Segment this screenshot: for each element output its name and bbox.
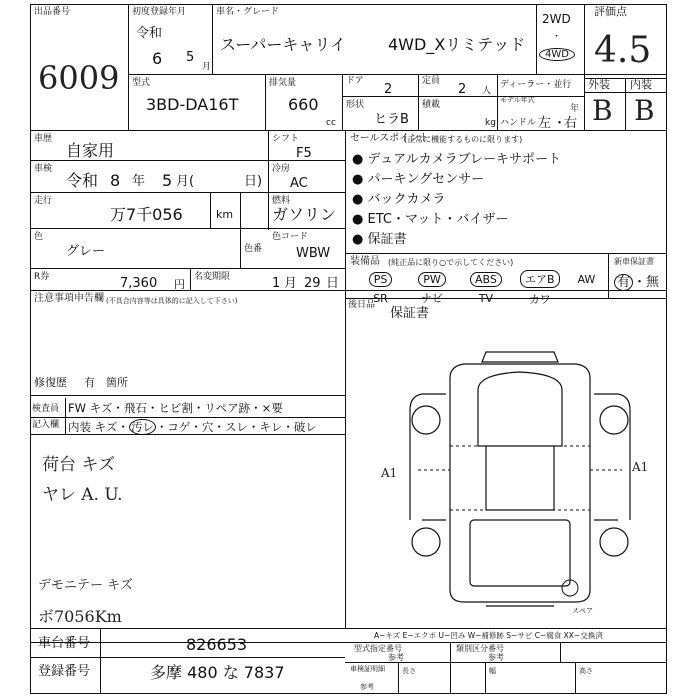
model-name: スーパーキャリイ [220,35,346,54]
repair-value: 有 [84,376,95,389]
hand-note-1: 荷台 キズ [42,455,116,475]
equip-navi: ナビ [420,292,443,305]
ac-value: AC [290,176,308,191]
class-no-label: 類別区分番号 [456,644,504,653]
color-code-value: WBW [296,246,331,261]
model-grade: 4WD_Xリミテッド [388,35,526,54]
score-label: 評価点 [594,5,627,18]
after-label: 後日品 [348,300,376,310]
fuel-value: ガソリン [272,205,337,224]
size-label: 車検証明細 [350,665,385,673]
fuel-label: 燃料 [272,196,291,206]
ext-grade: B [592,94,613,127]
model-label: 車名・グレード [216,7,280,17]
selling-header-note: (正常に機能するものに限ります) [404,135,523,144]
history-value: 自家用 [66,141,115,160]
equip-leather: カワ [528,293,551,306]
diagram-mark-left: A1 [381,466,398,480]
model-year-label: モデル年式 [500,96,535,104]
equip-aw: AW [577,273,596,286]
inspection-label: 車検 [34,164,53,174]
inspection-era: 令和 [66,171,99,190]
inspection-year: 8 [110,171,121,190]
reg-month-unit: 月 [202,62,212,72]
equip-abs-tv [459,268,513,307]
length-label: 長さ [402,667,416,675]
equip-pw: PW [418,272,446,287]
selling-item: ● パーキングセンサー [352,172,485,187]
recycle-value: 7,360 [120,276,158,291]
equip-pw-navi [405,268,459,307]
equip-ps: PS [369,272,393,287]
color-value: グレー [66,244,106,259]
chassis-label: 車台番号 [38,636,91,651]
dealer-label: ディーラー・並行 [500,80,572,90]
vehicle-diagram [390,350,650,610]
equip-tv: TV [478,292,494,305]
score-value: 4.5 [594,30,652,71]
selling-list [352,152,561,252]
handle-right: 右 [564,116,578,131]
damage-legend: A−キズ E−エクボ U−凹み W−補修跡 S−サビ C−腐食 XX−交換済 [374,631,603,640]
hand-note-2: ヤレ A. U. [42,485,123,505]
equip-sr: SR [373,292,388,305]
shape-value: ヒラB [374,112,409,127]
selling-item: ● 保証書 [352,232,407,247]
selling-header: セールスポイント [350,133,430,144]
inspection-month: 5 [162,171,173,190]
reg-era: 令和 [136,26,163,41]
equip-airbag: エアB [520,270,560,288]
chassis-value: 826653 [186,635,248,654]
handle-label: ハンドル [500,118,537,128]
displacement-unit: cc [326,118,336,128]
diagram-mark-right: A1 [632,460,649,474]
spec-no-label: 型式指定番号 [354,644,402,653]
selling-item: ● ETC・マット・バイザー [352,212,509,227]
history-label: 車歴 [34,134,53,144]
color-code-label: 色番 [244,244,263,254]
name-change-day: 29 [304,276,321,291]
shape-label: 形状 [346,100,365,110]
capacity-value: 2 [458,82,467,97]
reg-date-label: 初度登録年月 [132,7,187,17]
int-label: 内装 [630,78,652,91]
inspector-label-2: 記入欄 [32,420,60,430]
height-label: 高さ [579,667,593,675]
selling-item: ● デュアルカメラブレーキサポート [352,152,562,167]
equipment-grid [356,268,606,307]
equipment-header-note: (純正品に限り○で示してください) [388,258,514,267]
size-ref: 参考 [360,683,374,691]
doors-value: 2 [384,82,393,97]
inspector-label-1: 検査員 [32,404,60,414]
inspection-month-unit: 月( [176,174,195,189]
warranty-yes: 有 [614,274,633,291]
repair-location: 箇所 [106,376,128,389]
after-value: 保証書 [390,306,430,321]
shift-label: シフト [272,134,300,144]
shift-value: F5 [296,146,312,161]
warranty-label: 新車保証書 [614,257,654,266]
load-unit: kg [485,118,496,128]
load-label: 積載 [422,100,441,110]
selling-item: ● バックカメラ [352,192,446,207]
mileage-unit: km [216,208,234,221]
name-change-day-unit: 日 [326,276,340,291]
displacement-value: 660 [288,95,319,114]
plate-value: 多摩 480 な 7837 [150,663,285,682]
spec-no-ref: 参考 [388,653,404,662]
lot-label: 出品番号 [34,7,71,17]
color-label: 色 [34,232,44,242]
drive-4wd: 4WD [539,48,575,61]
warranty-no: 無 [646,275,660,290]
mileage-value: 万7千056 [110,205,183,224]
color-code-header: 色コード [272,232,309,242]
reg-month: 5 [186,50,195,65]
inspection-day-unit: 日) [244,174,263,189]
recycle-label: R券 [34,272,50,282]
name-change-month: 1 [272,276,281,291]
handle-left: 左 [538,116,552,131]
lot-number: 6009 [38,59,120,97]
inspection-year-unit: 年 [132,174,146,189]
recycle-unit: 円 [174,278,185,291]
equip-abs: ABS [470,272,502,287]
notes-header: 注意事項申告欄 [34,293,104,304]
model-year-unit: 年 [570,104,580,114]
inspector-row-1: FW キズ・飛石・ヒビ割・リペア跡・×要 [68,401,283,415]
doors-label: ドア [346,76,364,86]
equipment-header: 装備品 [350,256,380,267]
hand-note-3: デモニテー キズ [38,578,133,593]
plate-label: 登録番号 [38,664,91,679]
name-change-label: 名変期限 [194,272,231,282]
type-label: 型式 [132,78,151,88]
inspector-row-2: 内装 キズ・ 汚レ ・コゲ・穴・スレ・キレ・破レ [68,420,317,434]
ac-label: 冷房 [272,164,291,174]
hand-note-4: ボ7056Km [38,607,122,626]
spare-label: スペア [572,607,593,615]
capacity-unit: 人 [482,86,492,96]
ext-label: 外装 [588,78,610,91]
capacity-label: 定員 [422,76,441,86]
mileage-label: 走行 [34,196,53,206]
class-no-ref: 参考 [488,653,504,662]
drive-2wd: 2WD [542,12,571,26]
reg-year: 6 [152,49,163,68]
equip-airbag-leather [513,268,567,307]
width-label: 幅 [489,667,496,675]
notes-header-note: (不具合内容等は具体的に記入して下さい) [106,297,238,305]
type-value: 3BD-DA16T [146,95,239,114]
int-grade: B [634,94,655,127]
name-change-month-unit: 月 [284,276,298,291]
displacement-label: 排気量 [269,78,297,88]
repair-label: 修復歴 [34,376,67,389]
